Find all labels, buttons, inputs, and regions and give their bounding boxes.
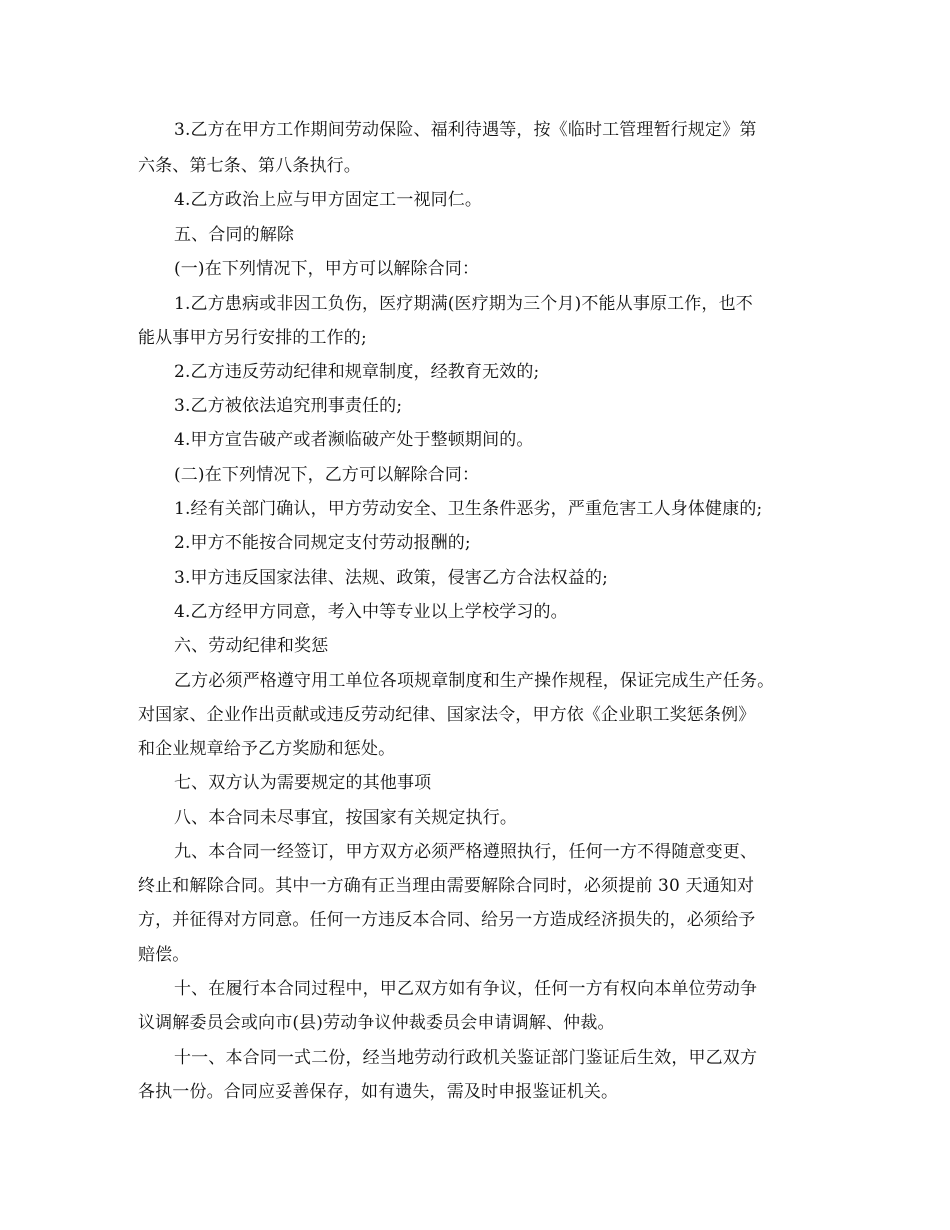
text-line: 4.乙方政治上应与甲方固定工一视同仁。 [174, 190, 483, 210]
section-heading: 五、合同的解除 [174, 225, 295, 245]
text-line: 1.乙方患病或非因工负伤，医疗期满(医疗期为三个月)不能从事原工作，也不 [174, 294, 753, 314]
text-line: 八、本合同未尽事宜，按国家有关规定执行。 [174, 808, 517, 828]
text-line: 3.甲方违反国家法律、法规、政策，侵害乙方合法权益的; [174, 568, 608, 588]
text-line: 终止和解除合同。其中一方确有正当理由需要解除合同时，必须提前 30 天通知对 [138, 876, 755, 896]
text-line: 方，并征得对方同意。任何一方违反本合同、给另一方造成经济损失的，必须给予 [138, 910, 756, 930]
text-line: 九、本合同一经签订，甲方双方必须严格遵照执行，任何一方不得随意变更、 [174, 842, 758, 862]
text-line: 4.甲方宣告破产或者濒临破产处于整顿期间的。 [174, 430, 534, 450]
text-line: 2.乙方违反劳动纪律和规章制度，经教育无效的; [174, 362, 540, 382]
text-line: 十一、本合同一式二份，经当地劳动行政机关鉴证部门鉴证后生效，甲乙双方 [174, 1048, 758, 1068]
text-line: 3.乙方在甲方工作期间劳动保险、福利待遇等，按《临时工管理暂行规定》第 [174, 120, 757, 140]
text-line: 3.乙方被依法追究刑事责任的; [174, 396, 403, 416]
text-line: 乙方必须严格遵守用工单位各项规章制度和生产操作规程，保证完成生产任务。 [174, 671, 775, 691]
text-line: 1.经有关部门确认，甲方劳动安全、卫生条件恶劣，严重危害工人身体健康的; [174, 499, 763, 519]
text-line: 议调解委员会或向市(县)劳动争议仲裁委员会申请调解、仲裁。 [138, 1013, 615, 1033]
section-heading: 六、劳动纪律和奖惩 [174, 636, 329, 656]
text-line: 能从事甲方另行安排的工作的; [138, 328, 367, 348]
text-line: (二)在下列情况下，乙方可以解除合同： [174, 465, 480, 485]
text-line: 十、在履行本合同过程中，甲乙双方如有争议，任何一方有权向本单位劳动争 [174, 979, 758, 999]
text-line: 六条、第七条、第八条执行。 [138, 156, 361, 176]
text-line: 赔偿。 [138, 945, 190, 965]
text-line: 对国家、企业作出贡献或违反劳动纪律、国家法令，甲方依《企业职工奖惩条例》 [138, 705, 756, 725]
text-line: 2.甲方不能按合同规定支付劳动报酬的; [174, 533, 471, 553]
text-line: 和企业规章给予乙方奖励和惩处。 [138, 739, 396, 759]
section-heading: 七、双方认为需要规定的其他事项 [174, 773, 432, 793]
text-line: (一)在下列情况下，甲方可以解除合同： [174, 259, 480, 279]
text-line: 4.乙方经甲方同意，考入中等专业以上学校学习的。 [174, 602, 568, 622]
text-line: 各执一份。合同应妥善保存，如有遗失，需及时申报鉴证机关。 [138, 1082, 619, 1102]
